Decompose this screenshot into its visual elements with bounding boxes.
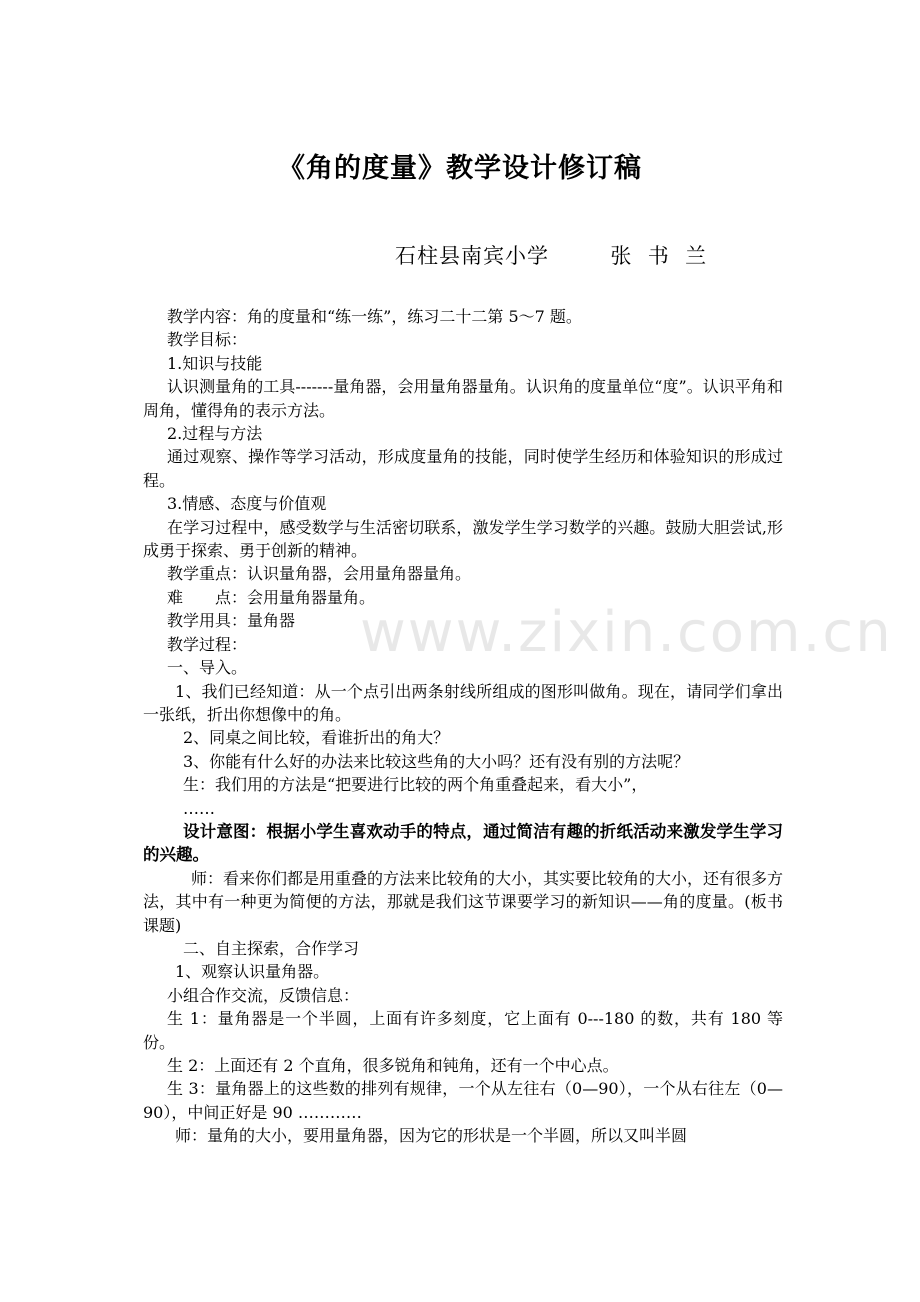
body-paragraph: 师：看来你们都是用重叠的方法来比较角的大小，其实要比较角的大小，还有很多方法，其中有一种更为简便的方法，那就是我们这节课要学习的新知识——角的度量。(板书课题): [143, 868, 784, 935]
body-paragraph: 生 1：量角器是一个半圆，上面有许多刻度，它上面有 0---180 的数，共有 180 等份。: [143, 1009, 783, 1052]
body-paragraph: 3、你能有什么好的办法来比较这些角的大小吗？还有没有别的方法呢？: [183, 751, 690, 771]
body-paragraph: 生 2：上面还有 2 个直角，很多锐角和钝角，还有一个中心点。: [167, 1056, 619, 1075]
body-paragraph: 教学用具：量角器: [167, 611, 296, 631]
watermark: www.zixin.com.cn: [360, 600, 893, 665]
body-paragraph: 二、自主探索，合作学习: [183, 938, 360, 958]
body-paragraph: 教学目标：: [167, 330, 248, 350]
body-paragraph: 认识测量角的工具-------量角器，会用量角器量角。认识角的度量单位“度”。认识平角和周角，懂得角的表示方法。: [143, 377, 783, 420]
body-paragraph: 2.过程与方法: [167, 424, 263, 444]
body-paragraph: 生 3：量角器上的这些数的排列有规律，一个从左往右（0—90），一个从右往左（0—90），中间正好是 90 …………: [143, 1079, 783, 1122]
body-paragraph: ……: [183, 798, 215, 818]
body-paragraph: 1、我们已经知道：从一个点引出两条射线所组成的图形叫做角。现在，请同学们拿出一张纸，折出你想像中的角。: [143, 681, 783, 724]
body-paragraph: 1、观察认识量角器。: [175, 962, 330, 982]
body-paragraph: 通过观察、操作等学习活动，形成度量角的技能，同时使学生经历和体验知识的形成过程。: [143, 447, 783, 490]
body-paragraph: 生：我们用的方法是“把要进行比较的两个角重叠起来，看大小”，: [183, 775, 648, 795]
body-paragraph: 2、同桌之间比较，看谁折出的角大？: [183, 728, 450, 748]
body-paragraph: 小组合作交流，反馈信息：: [167, 985, 360, 1005]
design-intent-paragraph: 设计意图：根据小学生喜欢动手的特点，通过简洁有趣的折纸活动来激发学生学习的兴趣。: [143, 821, 783, 865]
body-paragraph: 在学习过程中，感受数学与生活密切联系，激发学生学习数学的兴趣。鼓励大胆尝试,形成勇于探索、勇于创新的精神。: [143, 517, 783, 561]
body-paragraph: 难 点：会用量角器量角。: [167, 587, 376, 607]
author-line: 石柱县南宾小学 张 书 兰: [395, 244, 708, 268]
body-paragraph: 教学过程：: [167, 634, 248, 654]
document-body: [143, 305, 783, 1148]
body-paragraph: 教学重点：认识量角器，会用量角器量角。: [167, 564, 472, 584]
body-paragraph: 3.情感、态度与价值观: [167, 494, 327, 514]
body-paragraph: 1.知识与技能: [167, 353, 263, 373]
document-title: 《角的度量》教学设计修订稿: [278, 153, 642, 184]
body-paragraph: 师：量角的大小，要用量角器，因为它的形状是一个半圆，所以又叫半圆: [175, 1126, 688, 1146]
body-paragraph: 教学内容：角的度量和“练一练”，练习二十二第 5～7 题。: [167, 307, 582, 326]
body-paragraph: 一、导入。: [167, 658, 248, 678]
